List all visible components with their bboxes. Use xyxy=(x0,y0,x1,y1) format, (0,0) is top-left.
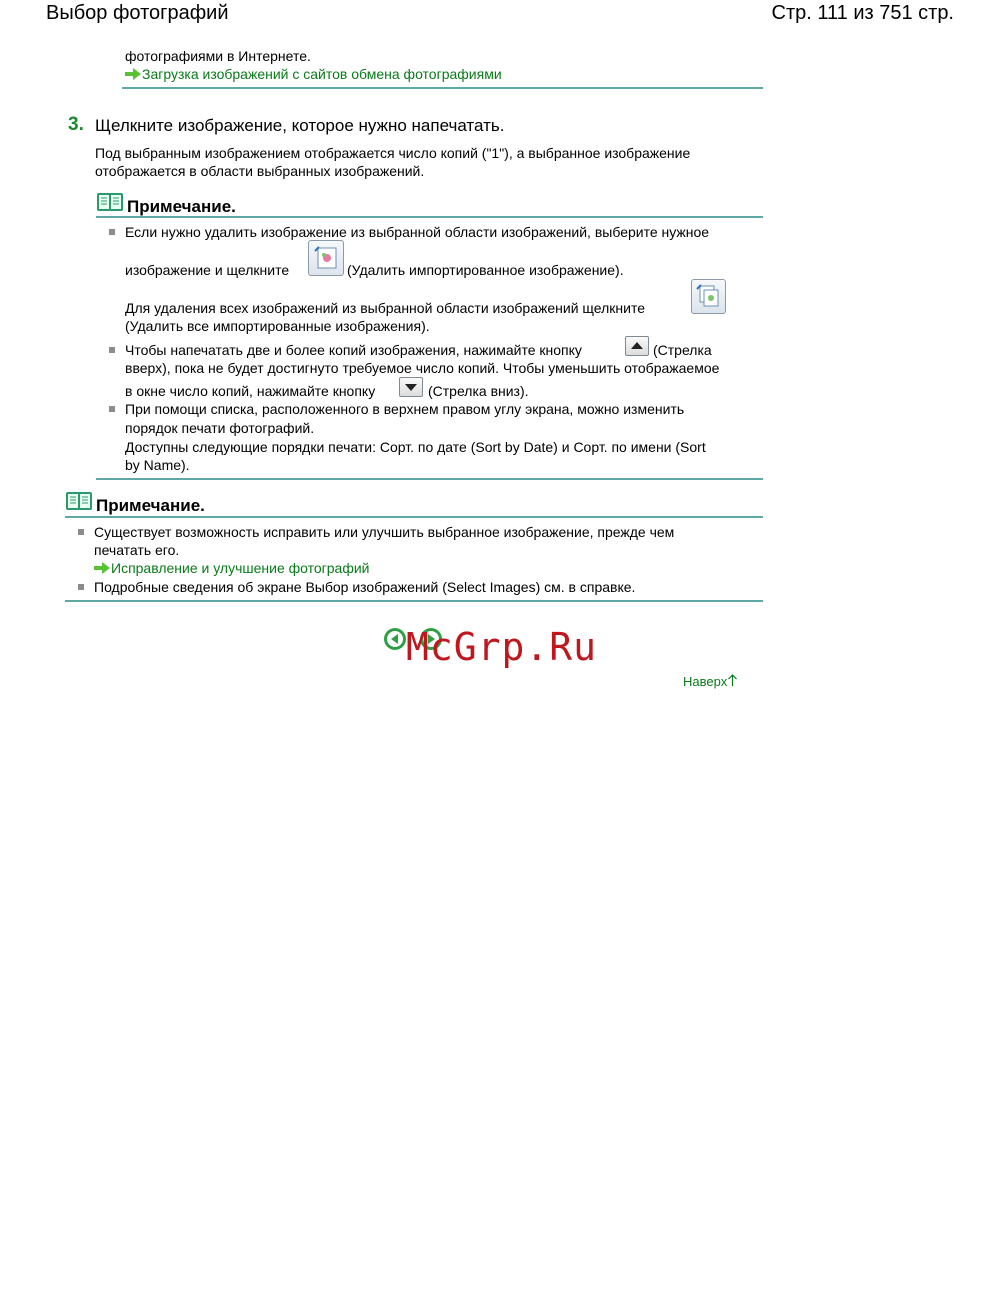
divider xyxy=(122,87,763,89)
note-b3-line1: При помощи списка, расположенного в верхнем правом углу экрана, можно изменить xyxy=(125,401,685,417)
note-b1-line2b: (Удалить импортированное изображение). xyxy=(347,262,624,278)
correct-photos-link-label[interactable]: Исправление и улучшение фотографий xyxy=(111,560,370,576)
note-b2-line3b: (Стрелка вниз). xyxy=(428,383,529,399)
delete-all-imported-button[interactable] xyxy=(691,279,726,314)
arrow-right-icon xyxy=(125,68,141,80)
delete-all-images-icon xyxy=(692,280,725,313)
page-counter: Стр. 111 из 751 стр. xyxy=(771,2,954,24)
note-b2-line1b: (Стрелка xyxy=(653,342,712,358)
upload-link[interactable] xyxy=(125,65,502,83)
note-b1-line4: (Удалить все импортированные изображения). xyxy=(125,318,430,334)
back-to-top-link[interactable] xyxy=(683,674,738,689)
triangle-down-icon xyxy=(400,378,422,396)
page-title: Выбор фотографий xyxy=(46,2,229,24)
outer-b2: Подробные сведения об экране Выбор изображений (Select Images) см. в справке. xyxy=(94,579,636,595)
note-b3-line4: by Name). xyxy=(125,457,190,473)
upload-link-label[interactable]: Загрузка изображений с сайтов обмена фотографиями xyxy=(142,66,502,82)
note-b2-line1a: Чтобы напечатать две и более копий изображения, нажимайте кнопку xyxy=(125,342,582,358)
triangle-up-icon xyxy=(626,337,648,355)
back-to-top-label[interactable]: Наверх xyxy=(683,674,728,689)
note-title: Примечание. xyxy=(96,496,205,515)
step-number: 3. xyxy=(68,114,84,135)
bullet xyxy=(109,406,115,412)
outer-b1-line2: печатать его. xyxy=(94,542,180,558)
note-b1-line2a: изображение и щелкните xyxy=(125,262,290,278)
note-b3-line2: порядок печати фотографий. xyxy=(125,420,315,436)
step-title: Щелкните изображение, которое нужно напечатать. xyxy=(95,116,505,135)
top-text: фотографиями в Интернете. xyxy=(125,48,311,64)
book-icon xyxy=(65,491,93,511)
bullet xyxy=(109,229,115,235)
bullet xyxy=(109,347,115,353)
correct-photos-link[interactable] xyxy=(94,559,370,577)
delete-imported-image-button[interactable] xyxy=(308,240,344,276)
arrow-up-button[interactable] xyxy=(625,336,649,356)
bullet xyxy=(78,584,84,590)
arrow-up-icon xyxy=(727,674,738,687)
arrow-left-icon xyxy=(384,628,406,650)
note-b2-line3a: в окне число копий, нажимайте кнопку xyxy=(125,383,376,399)
step-desc-2: отображается в области выбранных изображений. xyxy=(95,163,425,179)
book-icon xyxy=(96,192,124,212)
note-title: Примечание. xyxy=(127,197,236,216)
note-divider xyxy=(65,600,763,602)
delete-image-icon xyxy=(309,241,343,275)
note-b1-line3: Для удаления всех изображений из выбранной области изображений щелкните xyxy=(125,300,645,316)
arrow-down-button[interactable] xyxy=(399,377,423,397)
note-b1-line1: Если нужно удалить изображение из выбранной области изображений, выберите нужное xyxy=(125,224,710,240)
note-b2-line2: вверх), пока не будет достигнуто требуемое число копий. Чтобы уменьшить отображаемое xyxy=(125,360,720,376)
note-divider xyxy=(96,216,763,218)
prev-page-button[interactable] xyxy=(384,628,406,650)
note-divider xyxy=(96,478,763,480)
note-b3-line3: Доступны следующие порядки печати: Сорт. по дате (Sort by Date) и Сорт. по имени (Sort xyxy=(125,439,706,455)
note-divider xyxy=(65,516,763,518)
step-desc-1: Под выбранным изображением отображается число копий ("1"), а выбранное изображение xyxy=(95,145,691,161)
outer-b1-line1: Существует возможность исправить или улучшить выбранное изображение, прежде чем xyxy=(94,524,675,540)
bullet xyxy=(78,529,84,535)
arrow-right-icon xyxy=(94,562,110,574)
watermark: McGrp.Ru xyxy=(406,625,598,669)
